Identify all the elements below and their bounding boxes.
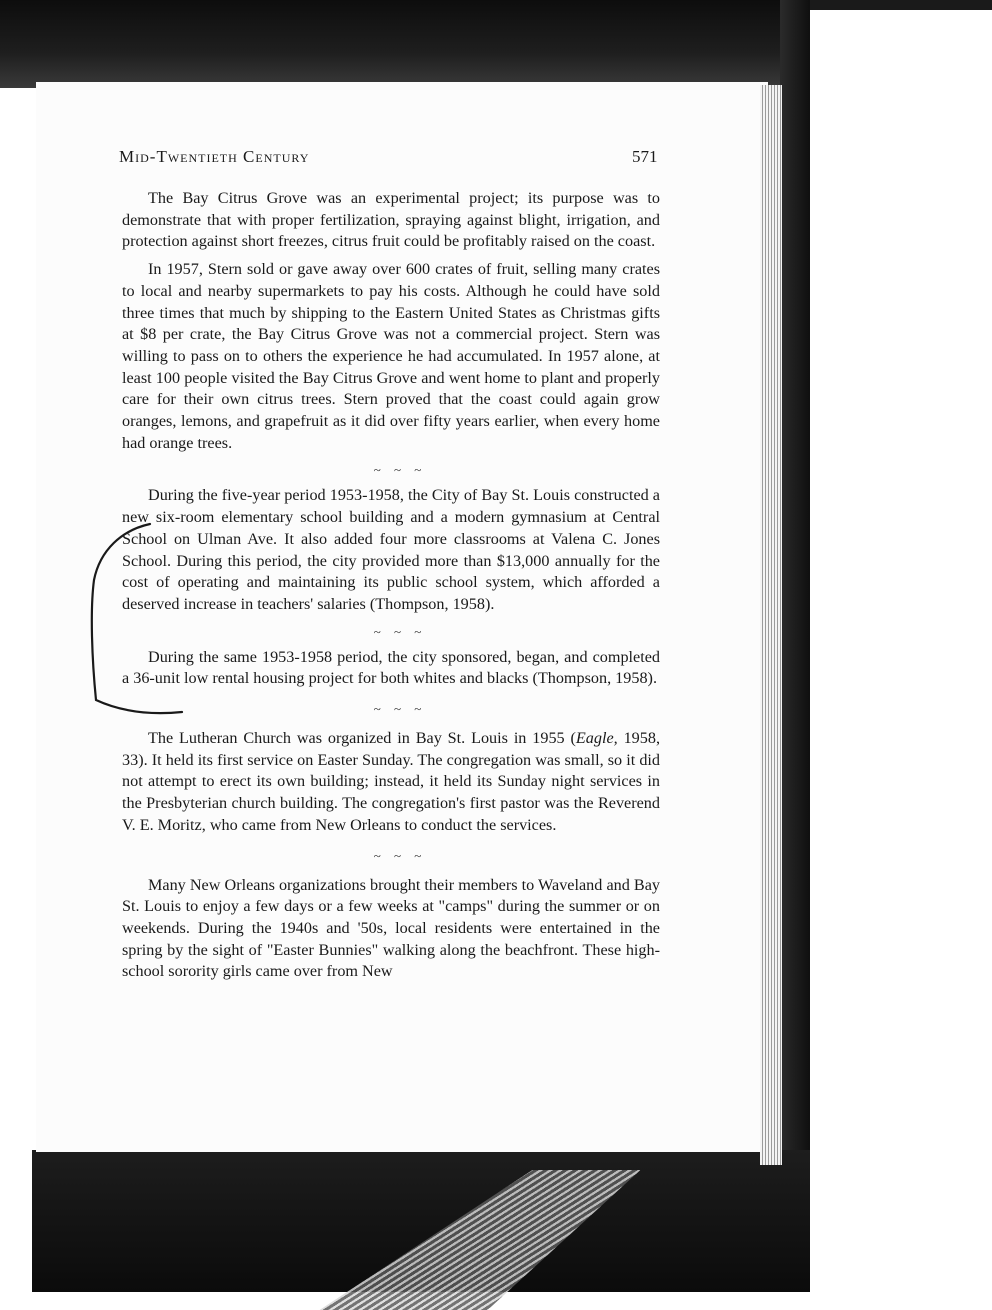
paragraph-new-orleans-camps: Many New Orleans organizations brought their members to Waveland and Bay St. Louis to enjoy a few days or a few weeks at "camps" during the summer or on weekends. During the 1940s and '50s, local residents were entertained in the spring by the sight of "Easter Bunnies" walking along the beachfront. These high-school sorority girls came over from New — [122, 875, 660, 981]
paragraph-stern-crates: In 1957, Stern sold or gave away over 600 crates of fruit, selling many crates to local and nearby supermarkets to pay his costs. Although he could have sold three times that much by shipping to the Eastern United States as Christmas gifts at $8 per crate, the Bay Citrus Grove was not a commercial project. Stern was willing to pass on to others the experience he had accumulated. In 1957 alone, at least 100 people visited the Bay Citrus Grove and went home to plant and properly care for their own citrus trees. Stern proved that the coast could again grow oranges, lemons, and grapefruit as it did over fifty years earlier, when every home had orange trees. — [122, 260, 660, 452]
scan-shadow-top — [0, 0, 805, 88]
page-body — [122, 188, 660, 983]
page-stack-edge — [760, 85, 782, 1165]
paragraph-housing-project: During the same 1953-1958 period, the city sponsored, began, and completed a 36-unit low rental housing project for both whites and blacks (Thompson, 1958). — [122, 647, 660, 688]
citation-eagle: Eagle, — [575, 729, 618, 748]
section-separator: ~ ~ ~ — [373, 701, 427, 717]
lutheran-text-rest: It held its first service on Easter Sunday. The congregation was small, so it did not attempt to erect its own building; instead, it held its Sunday night services in the Presbyterian church building. The congregation's first pastor was the Reverend V. E. Moritz, who came from New Orleans to conduct the services. — [122, 750, 660, 834]
lutheran-text-start: The Lutheran Church was organized in Bay St. Louis in 1955 ( — [148, 729, 576, 748]
scan-shadow-right — [780, 0, 810, 1292]
paragraph-lutheran-church — [122, 728, 660, 837]
section-separator: ~ ~ ~ — [373, 462, 427, 478]
lutheran-text-cite: 1958, 33). — [122, 729, 661, 769]
paragraph-school-building: During the five-year period 1953-1958, the City of Bay St. Louis constructed a new six-room elementary school building and a modern gymnasium at Central School on Ulman Ave. It also added four more classrooms at Valena C. Jones School. During this period, the city provided more than $13,000 annually for the cost of operating and maintaining its public school system, which afforded a deserved increase in teachers' salaries (Thompson, 1958). — [122, 486, 660, 613]
scan-shadow-top-right — [805, 0, 992, 10]
running-head: Mid-Twentieth Century — [119, 147, 310, 166]
section-separator: ~ ~ ~ — [373, 847, 427, 863]
page-number: 571 — [632, 147, 658, 166]
section-separator: ~ ~ ~ — [373, 623, 427, 639]
paragraph-citrus-grove: The Bay Citrus Grove was an experimental project; its purpose was to demonstrate that with proper fertilization, spraying against blight, irrigation, and protection against short freezes, citrus fruit could be profitably raised on the coast. — [122, 189, 660, 251]
